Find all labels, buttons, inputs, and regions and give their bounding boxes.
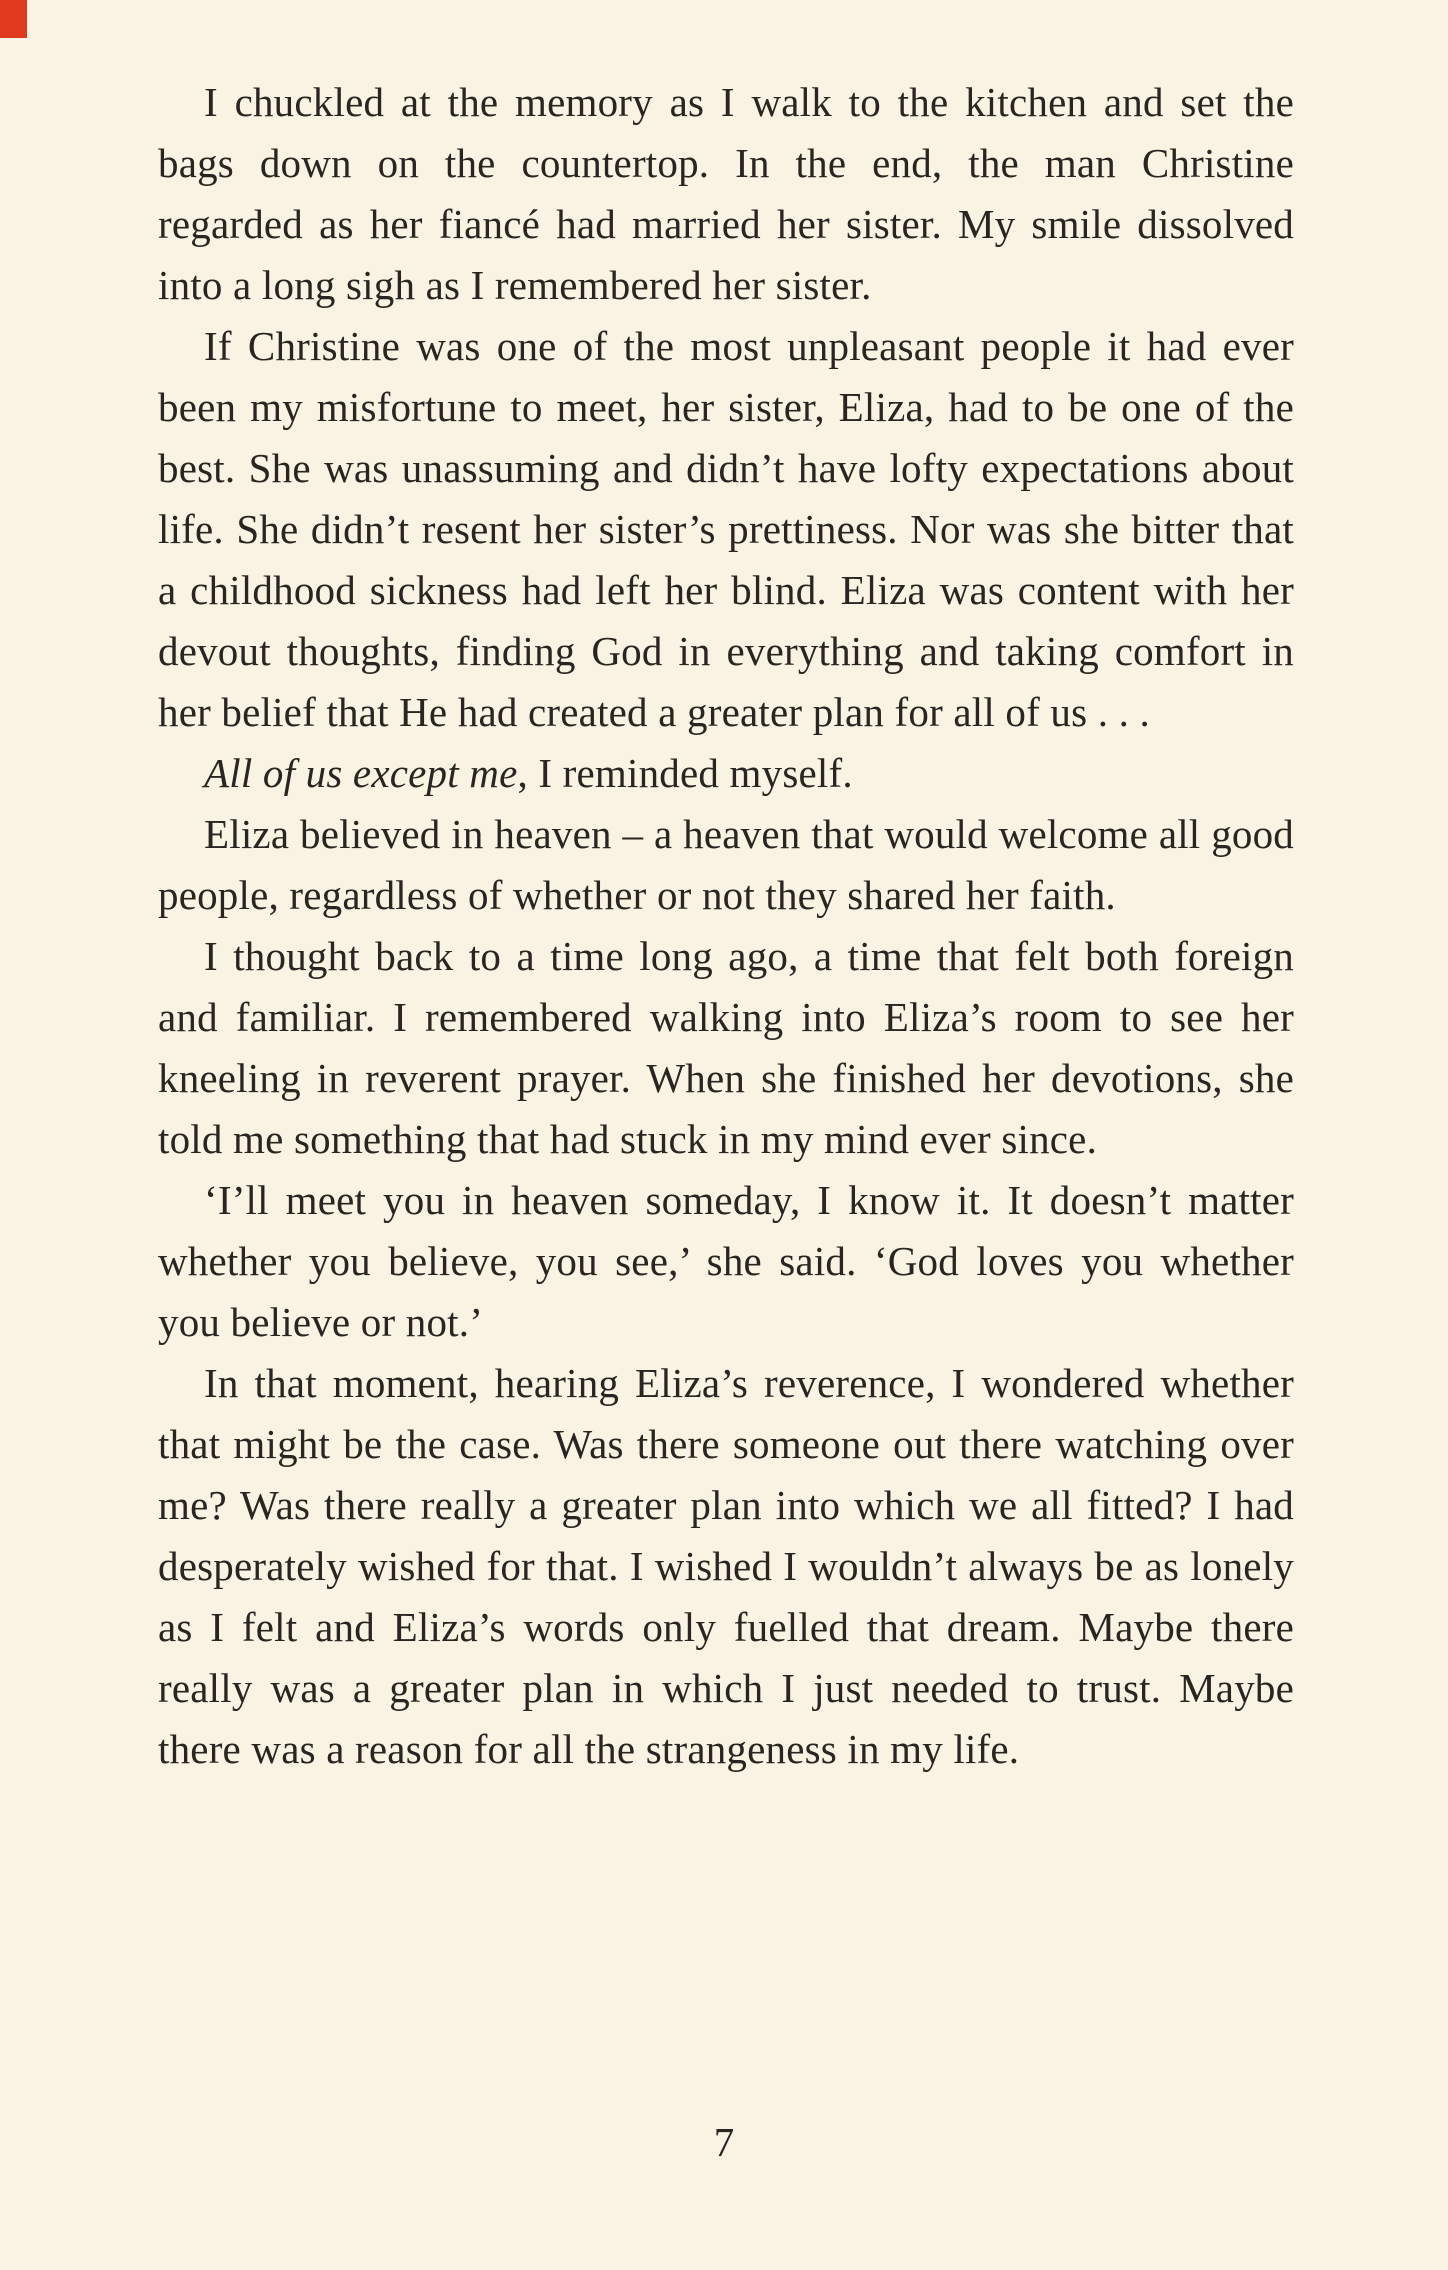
paragraph — [158, 316, 1294, 743]
body-text: In that moment, hearing Eliza’s reverence, I wondered whether that might be the case. Was there someone out there watching over me? Was there really a greater plan into which we all fitted? I had desperately wished for that. I wished I wouldn’t always be as lonely as I felt and Eliza’s words only fuelled that dream. Maybe there really was a greater plan in which I just needed to trust. Maybe there was a reason for all the strangeness in my life. — [158, 1360, 1294, 1772]
body-text: I chuckled at the memory as I walk to the kitchen and set the bags down on the countertop. In the end, the man Christine regarded as her fiancé had married her sister. My smile dissolved into a long sigh as I remembered her sister. — [158, 79, 1294, 308]
paragraph — [158, 926, 1294, 1170]
body-text: ‘I’ll meet you in heaven someday, I know it. It doesn’t matter whether you believe, you see,’ she said. ‘God loves you whether you believe or not.’ — [158, 1177, 1294, 1345]
body-text: , I reminded myself. — [517, 750, 853, 796]
body-text: Eliza believed in heaven – a heaven that would welcome all good people, regardless of whether or not they shared her faith. — [158, 811, 1294, 918]
body-text: If Christine was one of the most unpleasant people it had ever been my misfortune to meet, her sister, Eliza, had to be one of the best. She was unassuming and didn’t have lofty expectations about life. She didn’t resent her sister’s prettiness. Nor was she bitter that a childhood sickness had left her blind. Eliza was content with her devout thoughts, finding God in everything and taking comfort in her belief that He had created a greater plan for all of us . . . — [158, 323, 1294, 735]
paragraph — [158, 804, 1294, 926]
paragraph — [158, 1353, 1294, 1780]
paragraph — [158, 72, 1294, 316]
paragraph — [158, 743, 1294, 804]
paragraph — [158, 1170, 1294, 1353]
page-text — [158, 72, 1294, 1780]
italic-text: All of us except me — [204, 750, 518, 796]
page-number: 7 — [713, 2119, 735, 2165]
body-text: I thought back to a time long ago, a time that felt both foreign and familiar. I remembered walking into Eliza’s room to see her kneeling in reverent prayer. When she finished her devotions, she told me something that had stuck in my mind ever since. — [158, 933, 1294, 1162]
red-edge-mark — [0, 0, 27, 38]
